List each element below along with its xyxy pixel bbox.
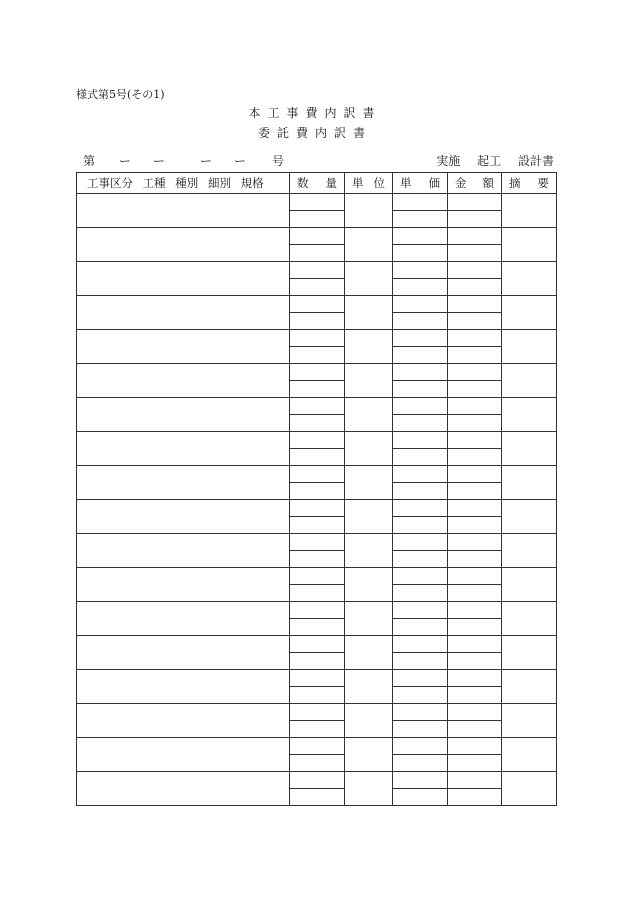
unit-price-cell[interactable] (393, 755, 448, 772)
quantity-cell[interactable] (290, 245, 345, 262)
remarks-cell[interactable] (502, 296, 557, 330)
quantity-cell[interactable] (290, 364, 345, 381)
kind-implementation: 実施 (436, 154, 461, 168)
unit-cell[interactable] (345, 432, 393, 466)
quantity-cell[interactable] (290, 432, 345, 449)
table-row (77, 704, 557, 721)
unit-price-cell[interactable] (393, 551, 448, 568)
unit-price-cell[interactable] (393, 228, 448, 245)
remarks-cell[interactable] (502, 568, 557, 602)
unit-price-cell[interactable] (393, 313, 448, 330)
unit-cell[interactable] (345, 772, 393, 806)
amount-cell[interactable] (448, 534, 502, 551)
unit-price-cell[interactable] (393, 262, 448, 279)
unit-price-cell[interactable] (393, 602, 448, 619)
amount-cell[interactable] (448, 789, 502, 806)
unit-cell[interactable] (345, 704, 393, 738)
header-unit (345, 173, 393, 194)
header-amount (448, 173, 502, 194)
amount-cell[interactable] (448, 330, 502, 347)
table-row (77, 500, 557, 517)
amount-cell[interactable] (448, 211, 502, 228)
quantity-cell[interactable] (290, 721, 345, 738)
doc-number-suffix: 号 (272, 154, 285, 168)
amount-cell[interactable] (448, 670, 502, 687)
table-row (77, 670, 557, 687)
table-row (77, 296, 557, 313)
table-row (77, 330, 557, 347)
header-quantity-char-2: 量 (325, 176, 337, 190)
quantity-cell[interactable] (290, 449, 345, 466)
amount-cell[interactable] (448, 653, 502, 670)
table-row (77, 228, 557, 245)
quantity-cell[interactable] (290, 585, 345, 602)
quantity-cell[interactable] (290, 789, 345, 806)
doc-number-dash-4: ー (234, 154, 247, 168)
table-row (77, 602, 557, 619)
quantity-cell[interactable] (290, 517, 345, 534)
description-cell[interactable] (77, 738, 290, 772)
unit-cell[interactable] (345, 602, 393, 636)
remarks-cell[interactable] (502, 466, 557, 500)
unit-cell[interactable] (345, 670, 393, 704)
quantity-cell[interactable] (290, 296, 345, 313)
amount-cell[interactable] (448, 432, 502, 449)
description-cell[interactable] (77, 670, 290, 704)
unit-price-cell[interactable] (393, 194, 448, 211)
description-cell[interactable] (77, 330, 290, 364)
description-cell[interactable] (77, 704, 290, 738)
header-remarks-char-2: 要 (537, 176, 549, 190)
unit-price-cell[interactable] (393, 772, 448, 789)
amount-cell[interactable] (448, 415, 502, 432)
unit-cell[interactable] (345, 568, 393, 602)
remarks-cell[interactable] (502, 262, 557, 296)
table-row (77, 636, 557, 653)
amount-cell[interactable] (448, 738, 502, 755)
unit-price-cell[interactable] (393, 534, 448, 551)
document-kind (427, 152, 554, 169)
amount-cell[interactable] (448, 704, 502, 721)
description-cell[interactable] (77, 534, 290, 568)
table-row (77, 738, 557, 755)
unit-price-cell[interactable] (393, 670, 448, 687)
amount-cell[interactable] (448, 551, 502, 568)
remarks-cell[interactable] (502, 738, 557, 772)
amount-cell[interactable] (448, 279, 502, 296)
amount-cell[interactable] (448, 245, 502, 262)
remarks-cell[interactable] (502, 636, 557, 670)
remarks-cell[interactable] (502, 772, 557, 806)
description-cell[interactable] (77, 500, 290, 534)
amount-cell[interactable] (448, 721, 502, 738)
description-cell[interactable] (77, 228, 290, 262)
quantity-cell[interactable] (290, 738, 345, 755)
unit-cell[interactable] (345, 534, 393, 568)
table-row (77, 194, 557, 211)
unit-cell[interactable] (345, 228, 393, 262)
unit-price-cell[interactable] (393, 364, 448, 381)
unit-price-cell[interactable] (393, 347, 448, 364)
unit-cell[interactable] (345, 636, 393, 670)
amount-cell[interactable] (448, 296, 502, 313)
unit-price-cell[interactable] (393, 279, 448, 296)
unit-price-cell[interactable] (393, 721, 448, 738)
amount-cell[interactable] (448, 568, 502, 585)
quantity-cell[interactable] (290, 398, 345, 415)
description-cell[interactable] (77, 364, 290, 398)
quantity-cell[interactable] (290, 330, 345, 347)
unit-cell[interactable] (345, 738, 393, 772)
header-unit-price-char-1: 単 (400, 176, 412, 190)
description-cell[interactable] (77, 398, 290, 432)
amount-cell[interactable] (448, 381, 502, 398)
quantity-cell[interactable] (290, 466, 345, 483)
doc-number-dash-1: ー (119, 154, 132, 168)
header-remarks-char-1: 摘 (509, 176, 521, 190)
unit-price-cell[interactable] (393, 653, 448, 670)
quantity-cell[interactable] (290, 262, 345, 279)
unit-price-cell[interactable] (393, 381, 448, 398)
unit-cell[interactable] (345, 364, 393, 398)
description-cell[interactable] (77, 296, 290, 330)
amount-cell[interactable] (448, 313, 502, 330)
table-row (77, 364, 557, 381)
unit-cell[interactable] (345, 194, 393, 228)
header-amount-char-1: 金 (455, 176, 467, 190)
amount-cell[interactable] (448, 364, 502, 381)
unit-price-cell[interactable] (393, 687, 448, 704)
title-commission-breakdown: 委託費内訳書 (257, 126, 372, 140)
description-cell[interactable] (77, 568, 290, 602)
unit-cell[interactable] (345, 262, 393, 296)
doc-number-dash-3: ー (200, 154, 213, 168)
unit-price-cell[interactable] (393, 738, 448, 755)
quantity-cell[interactable] (290, 228, 345, 245)
table-body (77, 194, 557, 806)
unit-price-cell[interactable] (393, 619, 448, 636)
amount-cell[interactable] (448, 585, 502, 602)
title-construction-breakdown: 本工事費内訳書 (248, 106, 382, 120)
unit-cell[interactable] (345, 296, 393, 330)
unit-price-cell[interactable] (393, 415, 448, 432)
amount-cell[interactable] (448, 483, 502, 500)
header-unit-price (393, 173, 448, 194)
amount-cell[interactable] (448, 194, 502, 211)
unit-price-cell[interactable] (393, 398, 448, 415)
remarks-cell[interactable] (502, 602, 557, 636)
unit-cell[interactable] (345, 330, 393, 364)
unit-price-cell[interactable] (393, 789, 448, 806)
unit-price-cell[interactable] (393, 296, 448, 313)
description-cell[interactable] (77, 432, 290, 466)
table-row (77, 432, 557, 449)
amount-cell[interactable] (448, 228, 502, 245)
header-unit-char-1: 単 (352, 176, 364, 190)
header-unit-price-char-2: 価 (428, 176, 440, 190)
quantity-cell[interactable] (290, 704, 345, 721)
remarks-cell[interactable] (502, 534, 557, 568)
quantity-cell[interactable] (290, 347, 345, 364)
quantity-cell[interactable] (290, 194, 345, 211)
quantity-cell[interactable] (290, 313, 345, 330)
header-quantity (290, 173, 345, 194)
remarks-cell[interactable] (502, 330, 557, 364)
breakdown-table (76, 172, 557, 806)
amount-cell[interactable] (448, 500, 502, 517)
remarks-cell[interactable] (502, 432, 557, 466)
amount-cell[interactable] (448, 772, 502, 789)
unit-price-cell[interactable] (393, 211, 448, 228)
description-cell[interactable] (77, 466, 290, 500)
unit-price-cell[interactable] (393, 449, 448, 466)
amount-cell[interactable] (448, 449, 502, 466)
remarks-cell[interactable] (502, 194, 557, 228)
quantity-cell[interactable] (290, 772, 345, 789)
unit-price-cell[interactable] (393, 466, 448, 483)
quantity-cell[interactable] (290, 619, 345, 636)
header-row (77, 173, 557, 194)
quantity-cell[interactable] (290, 483, 345, 500)
header-quantity-char-1: 数 (297, 176, 309, 190)
table-row (77, 466, 557, 483)
doc-number-dash-2: ー (153, 154, 166, 168)
table-row (77, 262, 557, 279)
description-cell[interactable] (77, 262, 290, 296)
unit-cell[interactable] (345, 466, 393, 500)
amount-cell[interactable] (448, 602, 502, 619)
amount-cell[interactable] (448, 687, 502, 704)
description-cell[interactable] (77, 636, 290, 670)
unit-price-cell[interactable] (393, 330, 448, 347)
unit-price-cell[interactable] (393, 568, 448, 585)
table-row (77, 568, 557, 585)
amount-cell[interactable] (448, 398, 502, 415)
kind-design: 設計書 (517, 154, 554, 168)
remarks-cell[interactable] (502, 500, 557, 534)
kind-initiation: 起工 (477, 154, 502, 168)
unit-price-cell[interactable] (393, 245, 448, 262)
remarks-cell[interactable] (502, 704, 557, 738)
unit-price-cell[interactable] (393, 500, 448, 517)
unit-price-cell[interactable] (393, 585, 448, 602)
header-amount-char-2: 額 (482, 176, 494, 190)
quantity-cell[interactable] (290, 211, 345, 228)
quantity-cell[interactable] (290, 602, 345, 619)
header-unit-char-2: 位 (373, 176, 385, 190)
amount-cell[interactable] (448, 347, 502, 364)
table-row (77, 772, 557, 789)
quantity-cell[interactable] (290, 636, 345, 653)
unit-cell[interactable] (345, 500, 393, 534)
description-cell[interactable] (77, 194, 290, 228)
unit-price-cell[interactable] (393, 432, 448, 449)
unit-price-cell[interactable] (393, 483, 448, 500)
amount-cell[interactable] (448, 517, 502, 534)
header-description: 工事区分 工種 種別 細別 規格 (77, 173, 290, 194)
remarks-cell[interactable] (502, 670, 557, 704)
quantity-cell[interactable] (290, 568, 345, 585)
remarks-cell[interactable] (502, 398, 557, 432)
quantity-cell[interactable] (290, 755, 345, 772)
unit-price-cell[interactable] (393, 517, 448, 534)
amount-cell[interactable] (448, 466, 502, 483)
quantity-cell[interactable] (290, 415, 345, 432)
unit-price-cell[interactable] (393, 636, 448, 653)
quantity-cell[interactable] (290, 534, 345, 551)
quantity-cell[interactable] (290, 381, 345, 398)
quantity-cell[interactable] (290, 687, 345, 704)
table-row (77, 398, 557, 415)
table-row (77, 534, 557, 551)
remarks-cell[interactable] (502, 364, 557, 398)
unit-cell[interactable] (345, 398, 393, 432)
description-cell[interactable] (77, 602, 290, 636)
amount-cell[interactable] (448, 619, 502, 636)
quantity-cell[interactable] (290, 279, 345, 296)
description-cell[interactable] (77, 772, 290, 806)
amount-cell[interactable] (448, 262, 502, 279)
unit-price-cell[interactable] (393, 704, 448, 721)
quantity-cell[interactable] (290, 653, 345, 670)
doc-number-prefix: 第 (83, 154, 96, 168)
form-number: 様式第5号(その1) (76, 88, 165, 101)
quantity-cell[interactable] (290, 551, 345, 568)
quantity-cell[interactable] (290, 500, 345, 517)
amount-cell[interactable] (448, 636, 502, 653)
quantity-cell[interactable] (290, 670, 345, 687)
amount-cell[interactable] (448, 755, 502, 772)
remarks-cell[interactable] (502, 228, 557, 262)
header-remarks (502, 173, 557, 194)
